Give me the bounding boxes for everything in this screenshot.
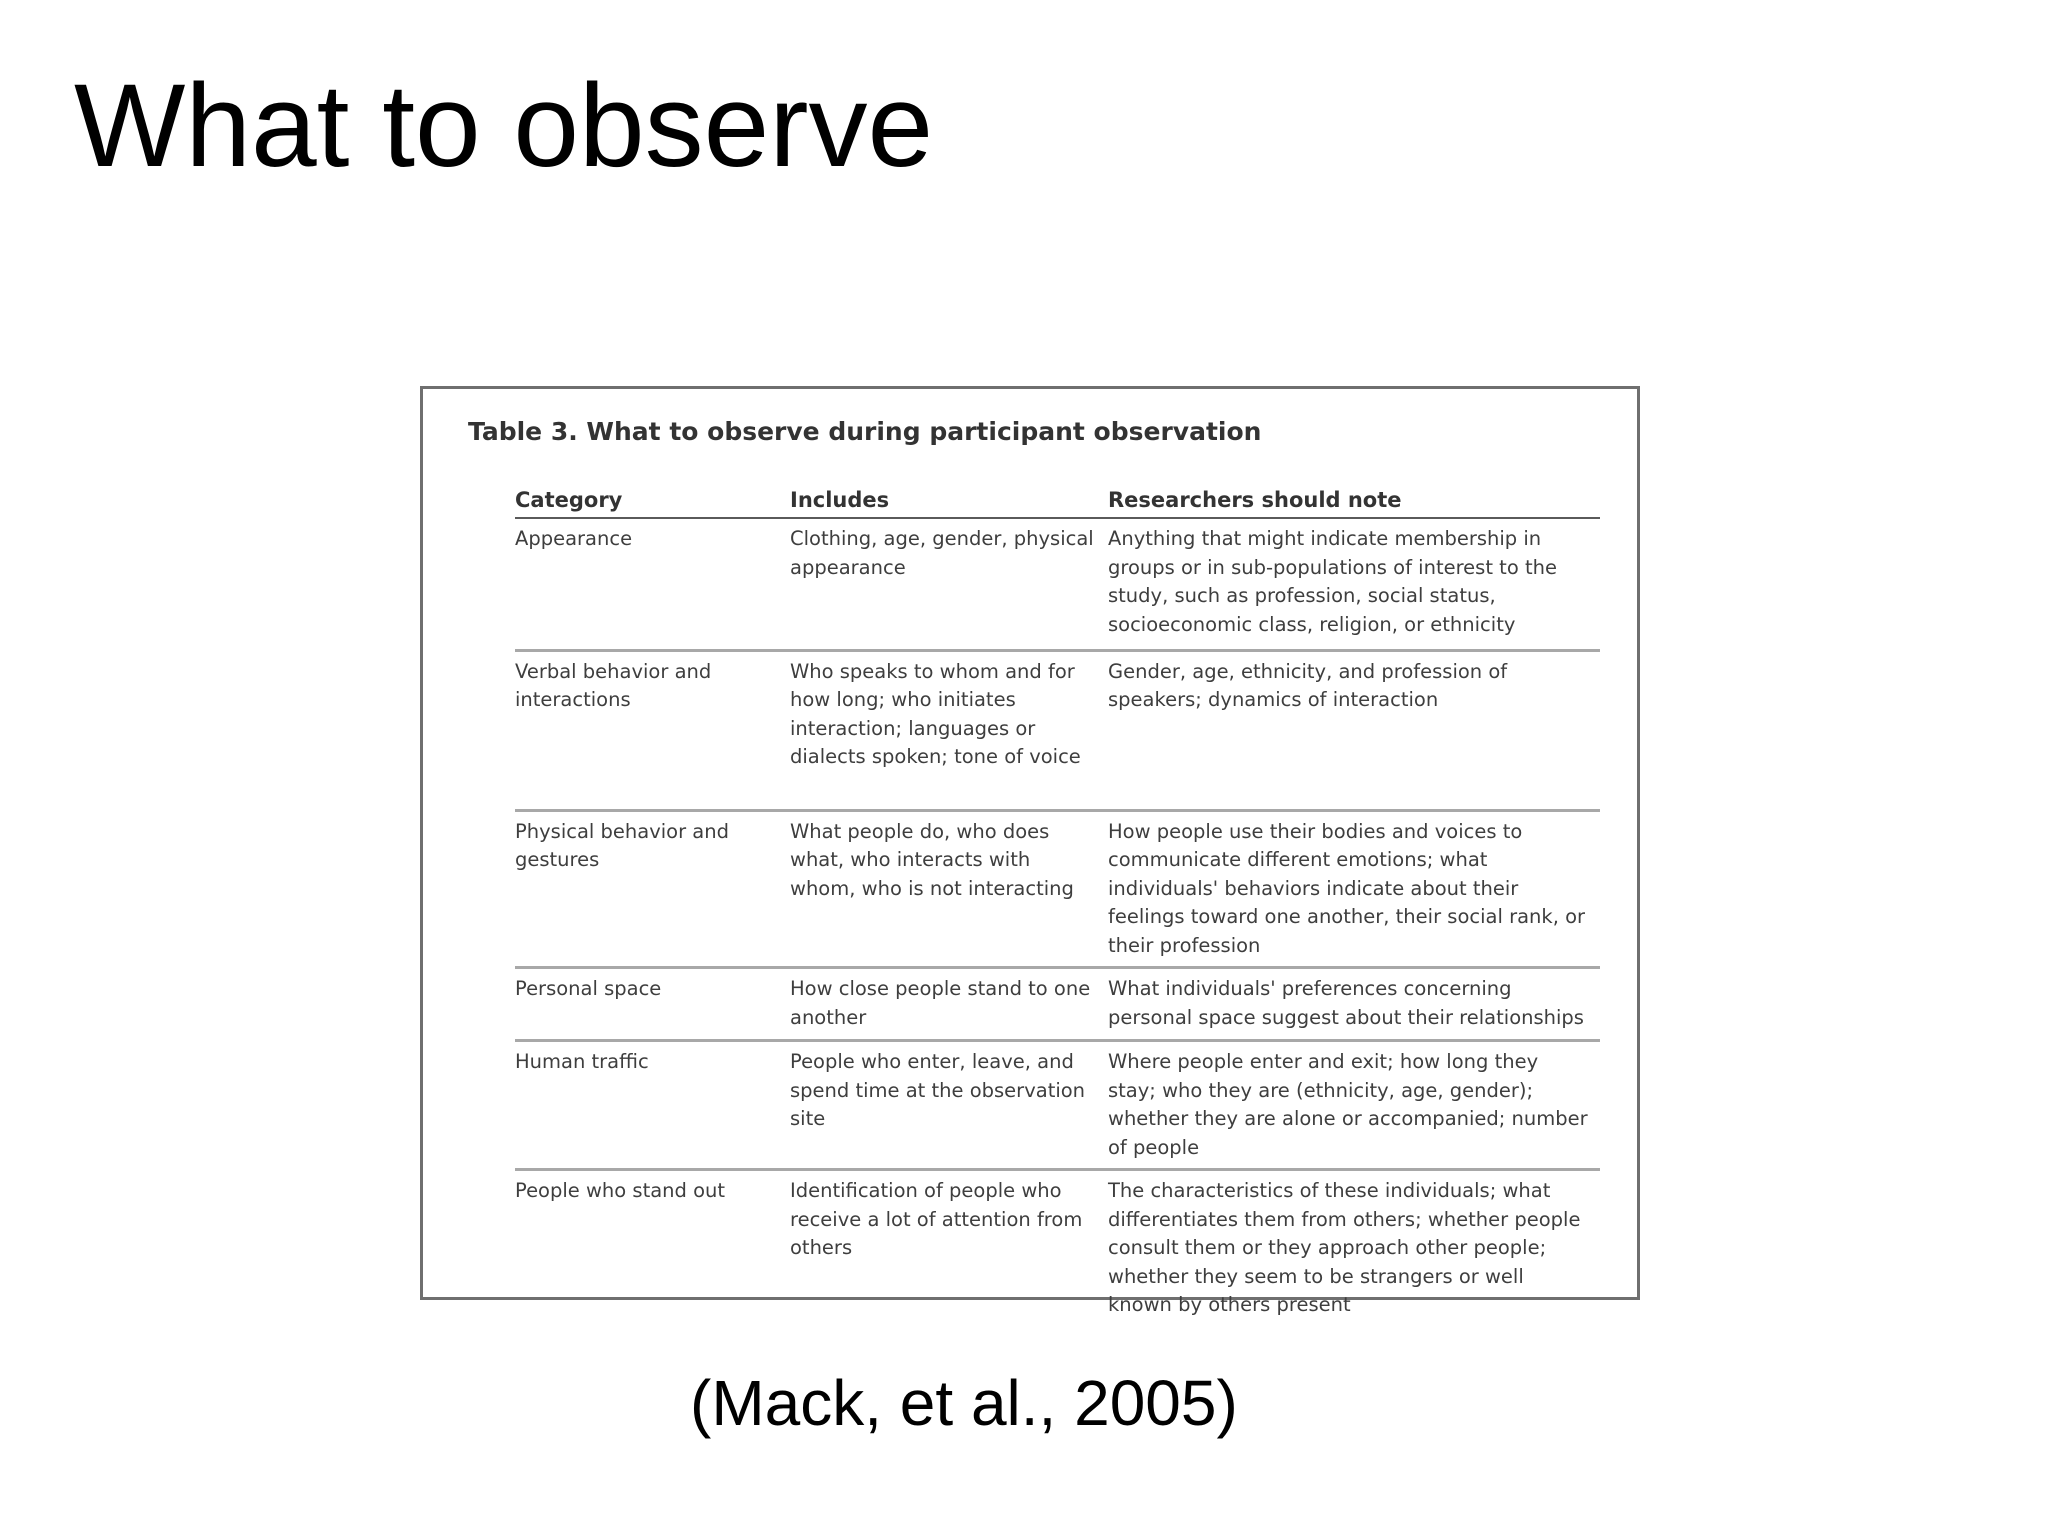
slide-title: What to observe — [74, 60, 934, 192]
includes-cell: Identification of people who receive a lot of attention from others — [790, 1179, 1083, 1259]
table-row — [515, 1041, 1600, 1170]
note-cell: How people use their bodies and voices to communicate different emotions; what individuals' behaviors indicate about their feelings toward one another, their social rank, or their profession — [1108, 810, 1600, 968]
header-category: Category — [515, 485, 790, 518]
category-cell: Appearance — [515, 518, 790, 650]
includes-cell: Clothing, age, gender, physical appearance — [790, 518, 1108, 650]
table-row — [515, 968, 1600, 1041]
includes-cell: Who speaks to whom and for how long; who initiates interaction; languages or dialects spoken; tone of voice — [790, 650, 1108, 810]
table-header-row — [515, 485, 1600, 518]
table-row — [515, 1170, 1600, 1326]
header-includes: Includes — [790, 485, 1108, 518]
table-row — [515, 518, 1600, 650]
observation-table — [515, 485, 1600, 1326]
includes-cell: What people do, who does what, who interacts with whom, who is not interacting — [790, 810, 1108, 968]
note-cell: Gender, age, ethnicity, and profession of speakers; dynamics of interaction — [1108, 650, 1600, 810]
includes-cell: People who enter, leave, and spend time at the observation site — [790, 1041, 1108, 1170]
note-cell: The characteristics of these individuals; what differentiates them from others; whether people consult them or they approach other people; whether they seem to be strangers or well known by others present — [1108, 1179, 1581, 1316]
category-cell: Verbal behavior and interactions — [515, 650, 790, 810]
table-row — [515, 650, 1600, 810]
note-cell: What individuals' preferences concerning personal space suggest about their relationships — [1108, 968, 1600, 1041]
category-cell: People who stand out — [515, 1179, 726, 1202]
category-cell: Human traffic — [515, 1041, 790, 1170]
table-caption: Table 3. What to observe during participant observation — [468, 417, 1262, 446]
note-cell: Anything that might indicate membership in groups or in sub-populations of interest to the study, such as profession, social status, socioeconomic class, religion, or ethnicity — [1108, 518, 1600, 650]
table-image-frame — [420, 386, 1640, 1316]
citation: (Mack, et al., 2005) — [690, 1367, 1238, 1439]
category-cell: Physical behavior and gestures — [515, 810, 790, 968]
category-cell: Personal space — [515, 968, 790, 1041]
header-researchers-should-note: Researchers should note — [1108, 485, 1600, 518]
table-row — [515, 810, 1600, 968]
note-cell: Where people enter and exit; how long they stay; who they are (ethnicity, age, gender); whether they are alone or accompanied; number of people — [1108, 1041, 1600, 1170]
includes-cell: How close people stand to one another — [790, 968, 1108, 1041]
